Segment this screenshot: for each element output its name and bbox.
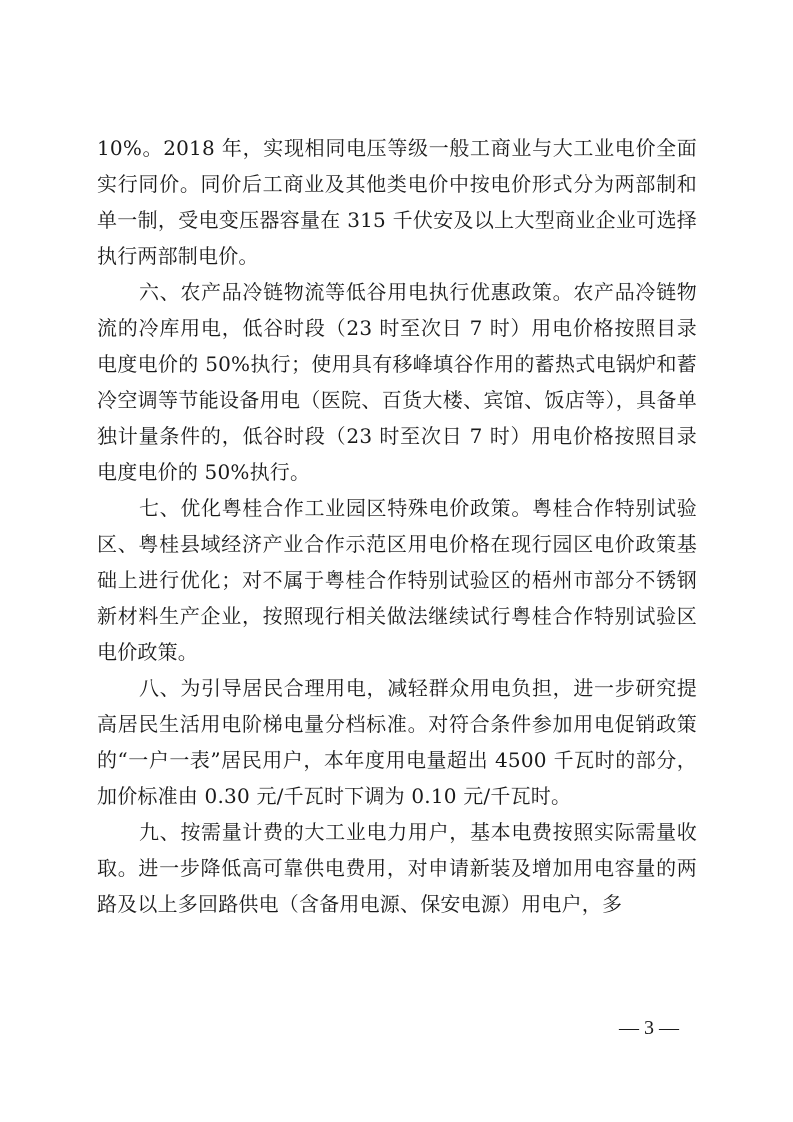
paragraph-item-nine: 九、按需量计费的大工业电力用户，基本电费按照实际需量收取。进一步降低高可靠供电费用，对申请新装及增加用电容量的两路及以上多回路供电（含备用电源、保安电源）用电户，多 [97, 820, 697, 916]
document-body [97, 130, 697, 922]
paragraph-item-six: 六、农产品冷链物流等低谷用电执行优惠政策。农产品冷链物流的冷库用电，低谷时段（23 时至次日 7 时）用电价格按照目录电度电价的 50%执行；使用具有移峰填谷作用的蓄热式电锅炉和蓄冷空调等节能设备用电（医院、百货大楼、宾馆、饭店等），具备单独计量条件的，低谷时段（23 时至次日 7 时）用电价格按照目录电度电价的 50%执行。 [97, 280, 697, 484]
paragraph-item-seven: 七、优化粤桂合作工业园区特殊电价政策。粤桂合作特别试验区、粤桂县域经济产业合作示范区用电价格在现行园区电价政策基础上进行优化；对不属于粤桂合作特别试验区的梧州市部分不锈钢新材料生产企业，按照现行相关做法继续试行粤桂合作特别试验区电价政策。 [97, 496, 697, 664]
paragraph-item-eight: 八、为引导居民合理用电，减轻群众用电负担，进一步研究提高居民生活用电阶梯电量分档标准。对符合条件参加用电促销政策的“一户一表”居民用户，本年度用电量超出 4500 千瓦时的部分，加价标准由 0.30 元/千瓦时下调为 0.10 元/千瓦时。 [97, 676, 697, 808]
paragraph-continuation: 10%。2018 年，实现相同电压等级一般工商业与大工业电价全面实行同价。同价后工商业及其他类电价中按电价形式分为两部制和单一制，受电变压器容量在 315 千伏安及以上大型商业企业可选择执行两部制电价。 [97, 136, 697, 268]
page-number: — 3 — [619, 1017, 679, 1039]
